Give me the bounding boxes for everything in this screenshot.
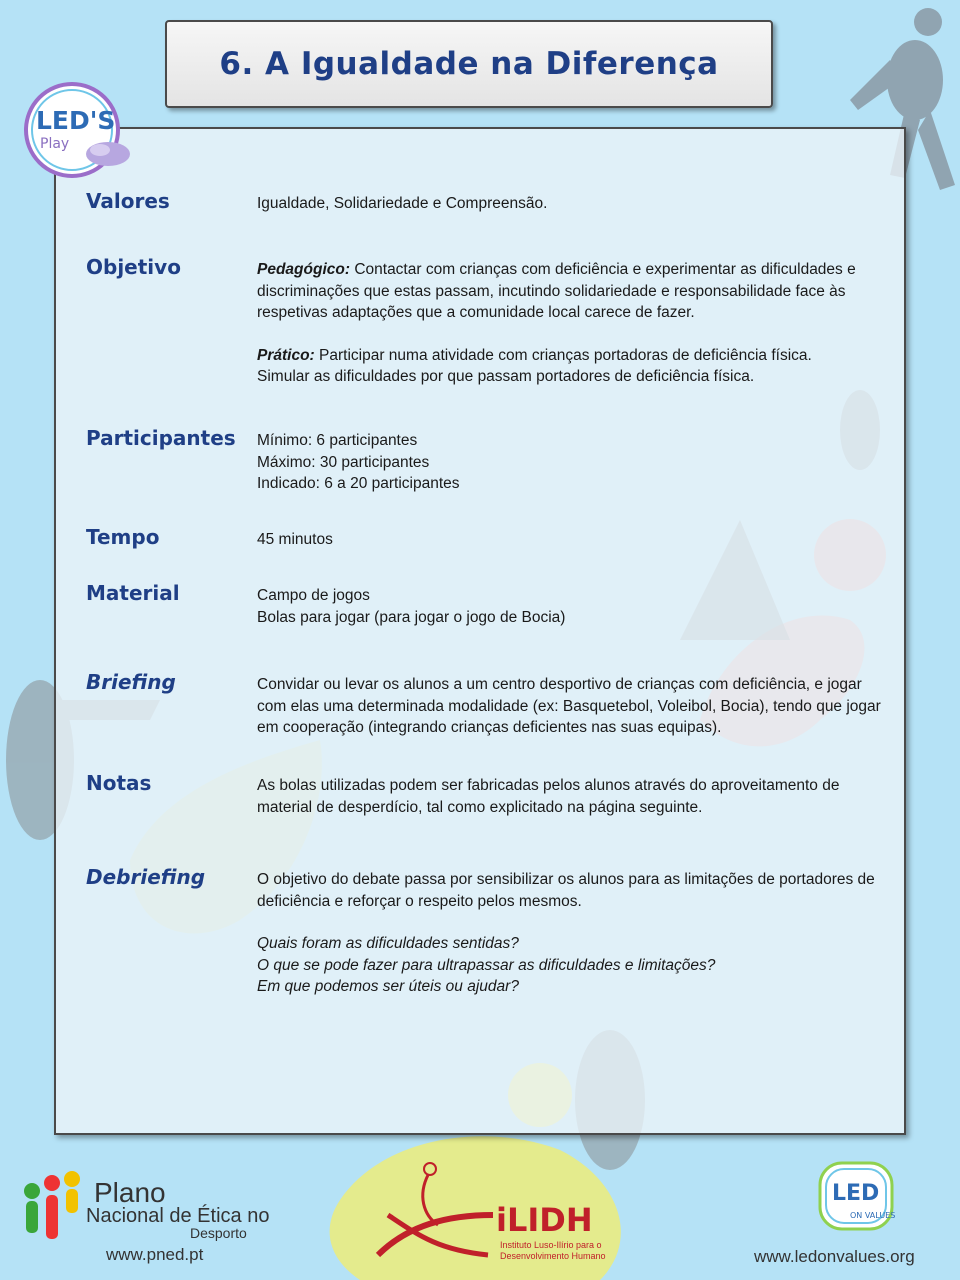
- label-valores: Valores: [86, 189, 170, 213]
- content-valores: [257, 193, 885, 215]
- notas-text: As bolas utilizadas podem ser fabricadas pelos alunos através do aproveitamento de material de desperdício, tal como explicitado na página seguinte.: [257, 777, 840, 816]
- content-briefing: [257, 674, 885, 739]
- ilidh-sub-1: Instituto Luso-Ilírio para o: [500, 1240, 602, 1250]
- page-title: 6. A Igualdade na Diferença: [219, 46, 719, 82]
- led-url: www.ledonvalues.org: [754, 1247, 915, 1266]
- pned-line-2: Nacional de Ética no: [86, 1205, 270, 1227]
- content-participantes: [257, 430, 885, 495]
- led-sub: ON VALUES: [850, 1211, 896, 1220]
- led-name: LED: [832, 1181, 880, 1206]
- content-objetivo: [257, 259, 885, 388]
- label-notas: Notas: [86, 771, 152, 795]
- tempo-text: 45 minutos: [257, 531, 333, 548]
- label-tempo: Tempo: [86, 525, 160, 549]
- pned-line-1: Plano: [94, 1177, 166, 1208]
- debriefing-question-2: O que se pode fazer para ultrapassar as dificuldades e limitações?: [257, 956, 716, 974]
- title-box: [165, 20, 773, 108]
- leds-play-logo: [16, 80, 130, 188]
- content-panel: [54, 127, 906, 1135]
- ilidh-name: iLIDH: [496, 1201, 593, 1239]
- participantes-min: Mínimo: 6 participantes: [257, 432, 418, 449]
- content-debriefing: [257, 869, 885, 998]
- participantes-max: Máximo: 30 participantes: [257, 453, 430, 471]
- pratico-text-2: Simular as dificuldades por que passam portadores de deficiência física.: [257, 368, 755, 385]
- content-tempo: [257, 529, 885, 551]
- leds-logo-subtext: Play: [40, 136, 70, 152]
- pned-icon: [18, 1169, 88, 1249]
- led-on-values-logo: [750, 1155, 950, 1270]
- ilidh-emblem: [368, 1145, 498, 1265]
- briefing-text: Convidar ou levar os alunos a um centro desportivo de crianças com deficiência, e jogar com elas uma determinada modalidade (ex: Basquetebol, Voleibol, Bocia), tendo que jogar em cooperação (integrando crianças deficientes nas suas equipas).: [257, 676, 881, 736]
- pned-logo: [18, 1165, 298, 1275]
- leds-logo-text: LED'S: [36, 106, 116, 135]
- pedagogico-label: Pedagógico:: [257, 261, 351, 278]
- label-debriefing: Debriefing: [86, 865, 206, 889]
- content-material: [257, 585, 885, 628]
- label-material: Material: [86, 581, 180, 605]
- ilidh-logo: [368, 1145, 618, 1270]
- debriefing-text: O objetivo do debate passa por sensibilizar os alunos para as limitações de portadores de deficiência e reforçar o respeito pelos mesmos.: [257, 871, 875, 910]
- debriefing-question-3: Em que podemos ser úteis ou ajudar?: [257, 978, 519, 995]
- pned-line-3: Desporto: [190, 1225, 247, 1241]
- ilidh-sub-2: Desenvolvimento Humano: [500, 1251, 606, 1261]
- valores-text: Igualdade, Solidariedade e Compreensão.: [257, 195, 548, 212]
- pedagogico-text: Contactar com crianças com deficiência e experimentar as dificuldades e discriminações que estas passam, incutindo solidariedade e responsabilidade face às respetivas adaptações que a comunidade local carece de fazer.: [257, 261, 856, 321]
- debriefing-question-1: Quais foram as dificuldades sentidas?: [257, 935, 519, 952]
- pratico-text: Participar numa atividade com crianças portadoras de deficiência física.: [314, 346, 812, 364]
- pratico-label: Prático:: [257, 346, 315, 364]
- label-participantes: Participantes: [86, 426, 236, 450]
- content-notas: [257, 775, 885, 818]
- label-objetivo: Objetivo: [86, 255, 181, 279]
- material-line-1: Campo de jogos: [257, 587, 370, 604]
- participantes-indicado: Indicado: 6 a 20 participantes: [257, 475, 460, 492]
- pned-url: www.pned.pt: [106, 1245, 204, 1264]
- label-briefing: Briefing: [86, 670, 176, 694]
- material-line-2: Bolas para jogar (para jogar o jogo de Bocia): [257, 608, 566, 626]
